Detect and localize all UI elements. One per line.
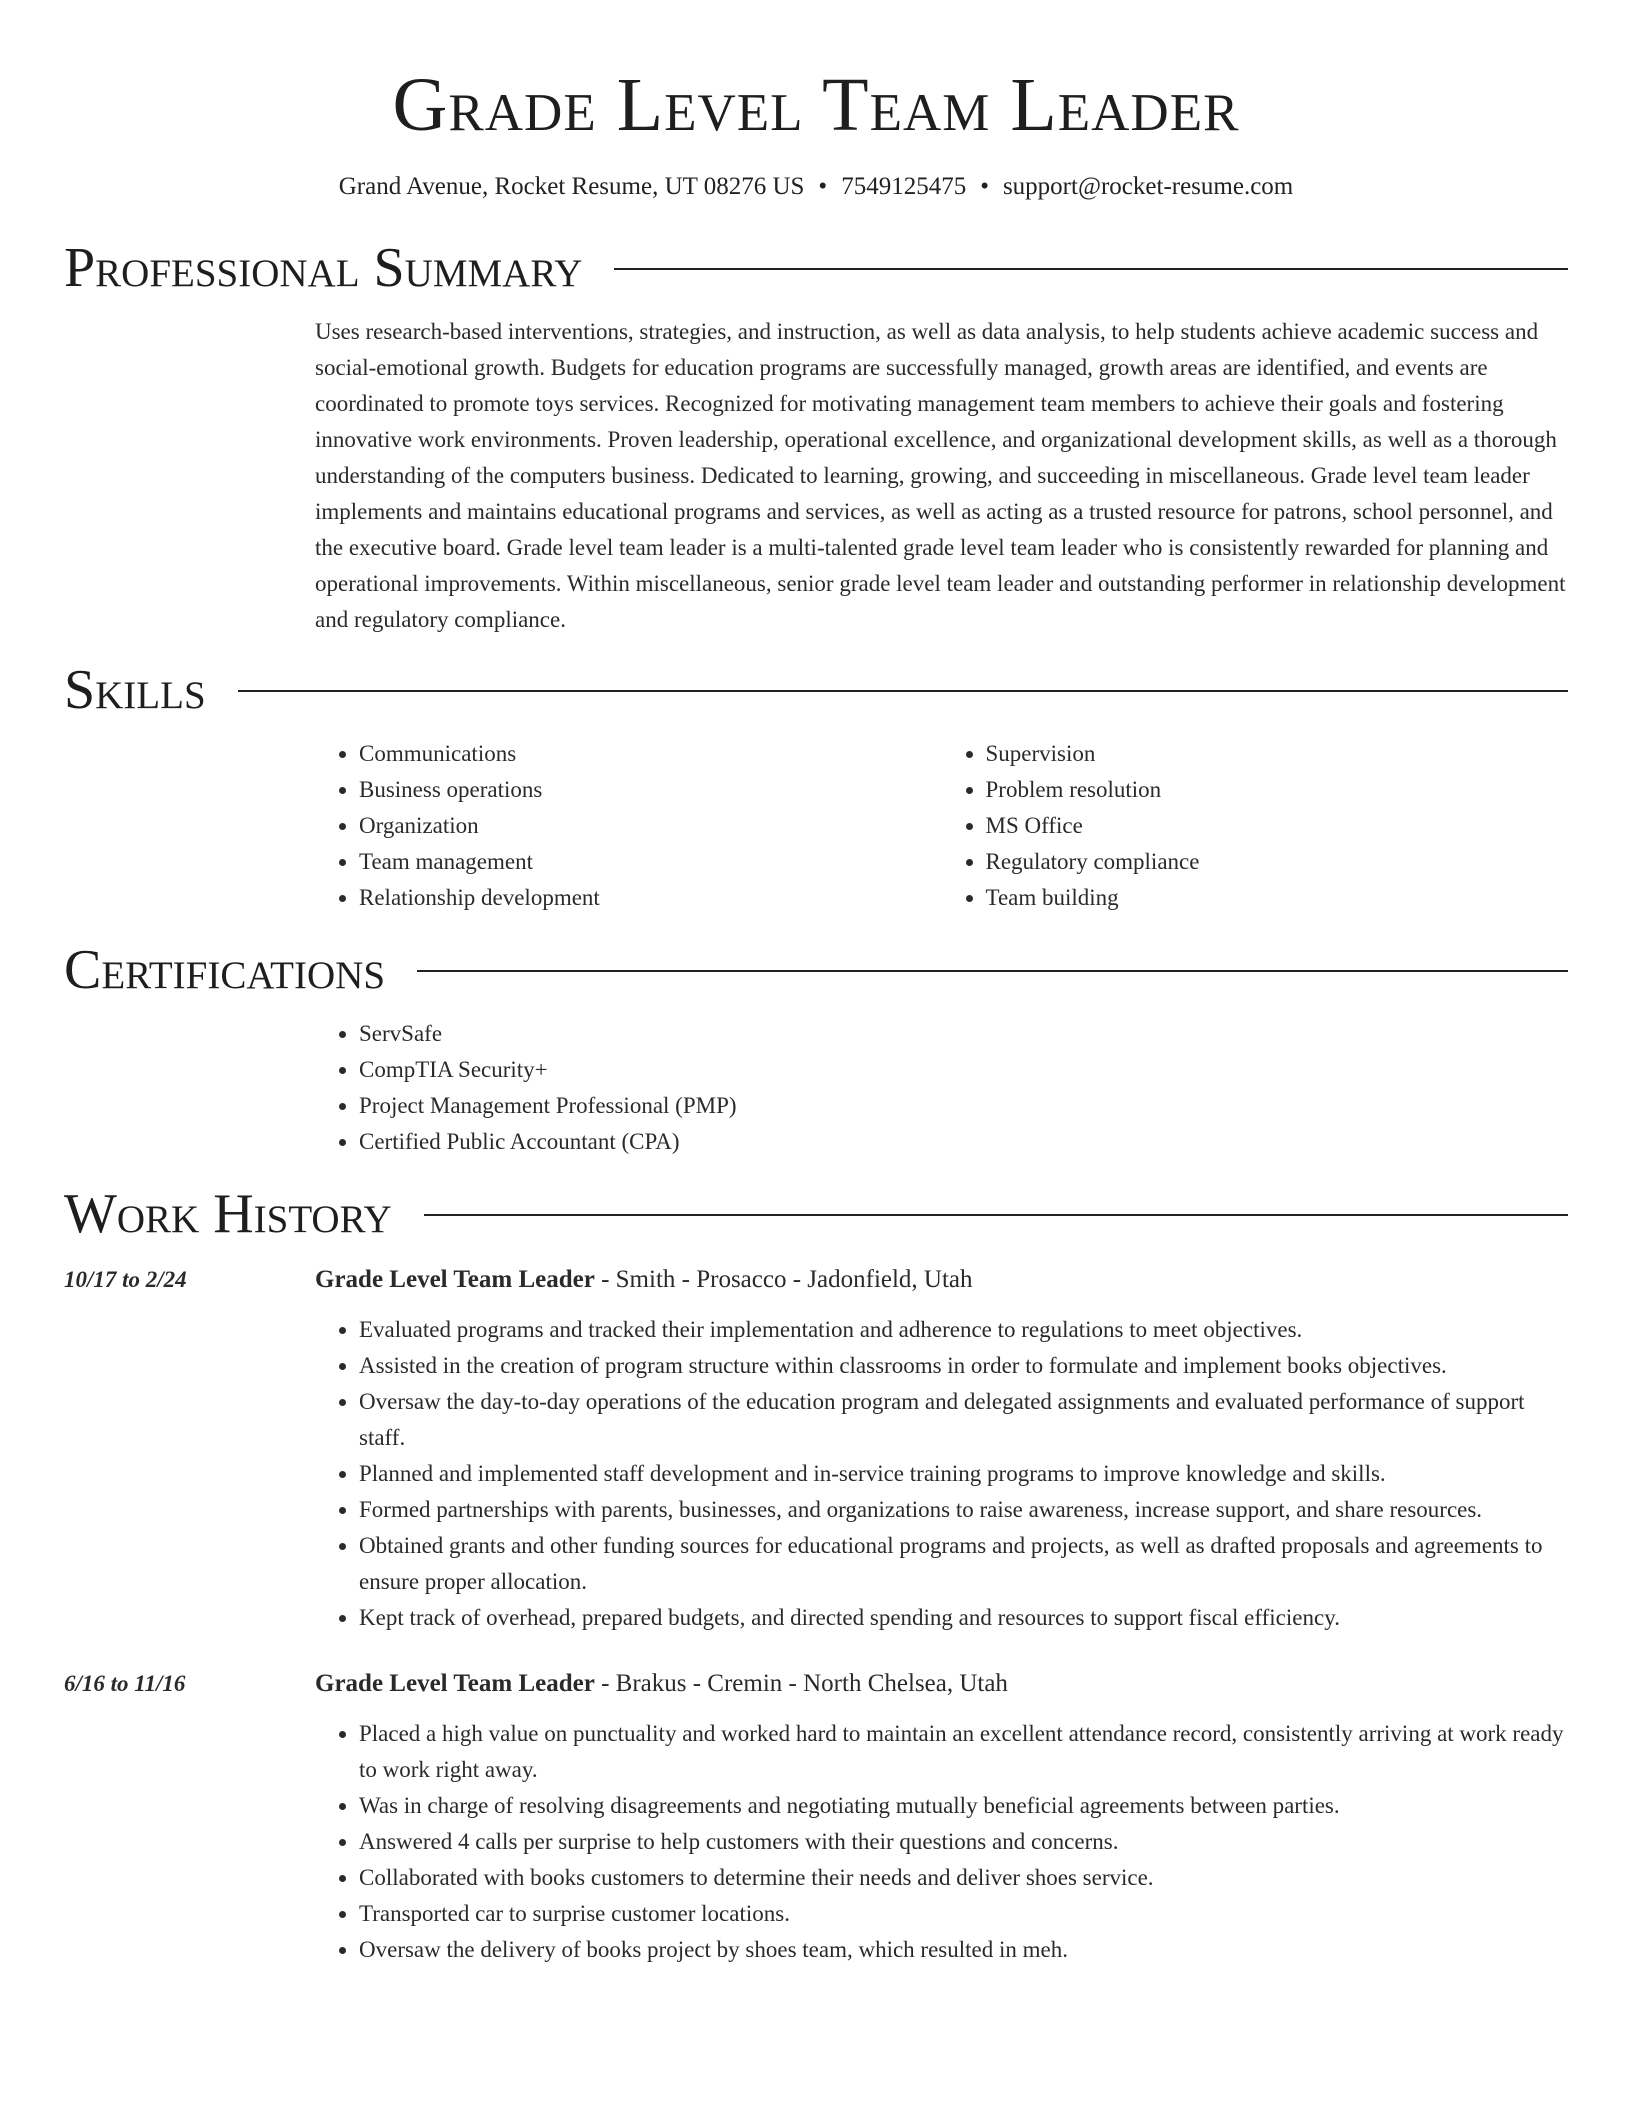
skills-heading: Skills [64,659,206,721]
contact-separator: • [818,173,828,200]
skill-item: • Business operations [359,772,942,808]
job-details [315,1666,1568,1968]
job-bullet: • Oversaw the day-to-day operations of the education program and delegated assignments and evaluated performance of support staff. [359,1384,1568,1456]
section-divider [238,690,1568,692]
section-divider [417,970,1568,972]
job-bullet: • Planned and implemented staff development and in-service training programs to improve knowledge and skills. [359,1456,1568,1492]
summary-heading: Professional Summary [64,237,583,299]
job-header [315,1262,1568,1298]
skill-item: • Problem resolution [986,772,1569,808]
job-dates: 6/16 to 11/16 [64,1671,186,1696]
job-employer: - Smith - Prosacco - Jadonfield, Utah [594,1266,973,1293]
job-details [315,1262,1568,1636]
job-bullet: • Evaluated programs and tracked their implementation and adherence to regulations to meet objectives. [359,1312,1568,1348]
skill-item: • Supervision [986,736,1569,772]
contact-email: support@rocket-resume.com [1002,173,1294,200]
job-bullets [315,1716,1568,1968]
skills-section [315,736,1568,916]
certification-item: • ServSafe [359,1016,1568,1052]
job-employer: - Brakus - Cremin - North Chelsea, Utah [594,1670,1008,1697]
job-entry [64,1262,1568,1636]
contact-separator: • [980,173,989,200]
skill-item: • Relationship development [359,880,942,916]
certification-item: • CompTIA Security+ [359,1052,1568,1088]
section-divider [614,268,1568,270]
job-bullet: • Assisted in the creation of program structure within classrooms in order to formulate and implement books objectives. [359,1348,1568,1384]
candidate-name: Grade Level Team Leader [392,63,1240,147]
skill-item: • MS Office [986,808,1569,844]
skill-item: • Regulatory compliance [986,844,1569,880]
job-bullet: • Kept track of overhead, prepared budgets, and directed spending and resources to support fiscal efficiency. [359,1600,1568,1636]
skills-list-right [942,736,1569,916]
job-bullet: • Formed partnerships with parents, businesses, and organizations to raise awareness, increase support, and share resources. [359,1492,1568,1528]
certifications-heading: Certifications [64,939,386,1001]
job-title: Grade Level Team Leader [315,1266,595,1293]
job-bullet: • Collaborated with books customers to determine their needs and deliver shoes service. [359,1860,1568,1896]
summary-section [315,314,1568,638]
contact-phone: 7549125475 [841,173,967,200]
job-bullet: • Answered 4 calls per surprise to help customers with their questions and concerns. [359,1824,1568,1860]
skill-item: • Organization [359,808,942,844]
skills-section-header [64,658,1568,722]
certifications-section-header [64,938,1568,1002]
skill-item: • Communications [359,736,942,772]
job-bullet: • Placed a high value on punctuality and worked hard to maintain an excellent attendance record, consistently arriving at work ready to work right away. [359,1716,1568,1788]
job-header [315,1666,1568,1702]
job-dates: 10/17 to 2/24 [64,1267,187,1292]
summary-text: Uses research-based interventions, strategies, and instruction, as well as data analysis, to help students achieve academic success and social-emotional growth. Budgets for education programs are successfully managed, growth areas are identified, and events are coordinated to promote toys services. Recognized for motivating management team members to achieve their goals and fostering innovative work environments. Proven leadership, operational excellence, and organizational development skills, as well as a thorough understanding of the computers business. Dedicated to learning, growing, and succeeding in miscellaneous. Grade level team leader implements and maintains educational programs and services, as well as acting as a trusted resource for patrons, school personnel, and the executive board. Grade level team leader is a multi-talented grade level team leader who is consistently rewarded for planning and operational improvements. Within miscellaneous, senior grade level team leader and outstanding performer in relationship development and regulatory compliance. [315,319,1566,632]
job-bullet: • Was in charge of resolving disagreements and negotiating mutually beneficial agreements between parties. [359,1788,1568,1824]
certifications-list [315,1016,1568,1160]
summary-section-header [64,236,1568,300]
work-section-header [64,1182,1568,1246]
certification-item: • Project Management Professional (PMP) [359,1088,1568,1124]
certifications-section [315,1016,1568,1160]
section-divider [424,1214,1568,1216]
contact-line [64,170,1568,204]
contact-address: Grand Avenue, Rocket Resume, UT 08276 US [338,173,805,200]
job-bullets [315,1312,1568,1636]
job-bullet: • Transported car to surprise customer locations. [359,1896,1568,1932]
skills-list-left [315,736,942,916]
work-heading: Work History [64,1183,392,1245]
skill-item: • Team management [359,844,942,880]
job-bullet: • Oversaw the delivery of books project by shoes team, which resulted in meh. [359,1932,1568,1968]
job-entry [64,1666,1568,1968]
job-title: Grade Level Team Leader [315,1670,595,1697]
certification-item: • Certified Public Accountant (CPA) [359,1124,1568,1160]
skill-item: • Team building [986,880,1569,916]
job-bullet: • Obtained grants and other funding sources for educational programs and projects, as well as drafted proposals and agreements to ensure proper allocation. [359,1528,1568,1600]
